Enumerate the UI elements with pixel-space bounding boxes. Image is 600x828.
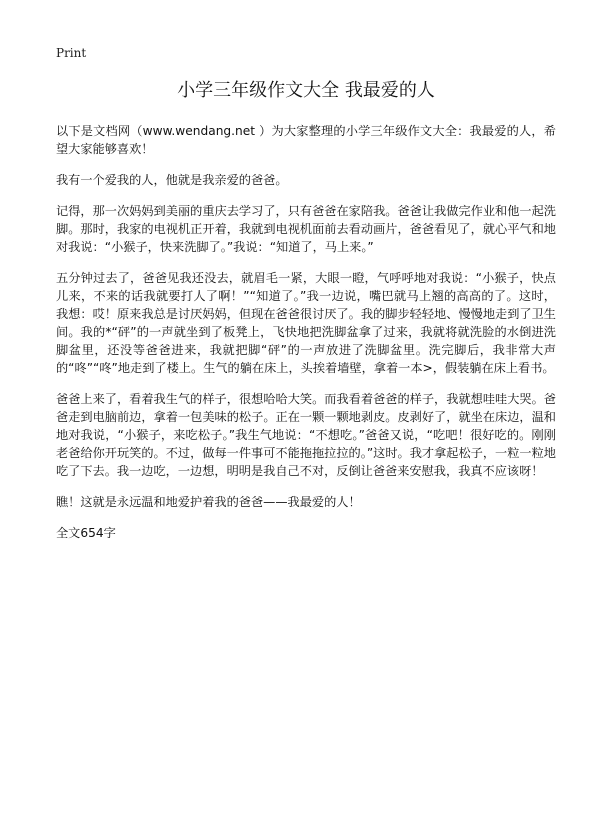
body-paragraph: 我有一个爱我的人，他就是我亲爱的爸爸。 xyxy=(56,173,288,187)
body-paragraph: 爸爸上来了，看着我生气的样子，很想哈哈大笑。而我看着爸爸的样子，我就想哇哇大哭。爸爸走到电脑前边，拿着一包美味的松子。正在一颗一颗地剥皮。皮剥好了，就坐在床边，温和地对我说，“小猴子，来吃松子。”我生气地说：“不想吃。”爸爸又说，“吃吧！很好吃的。刚刚老爸给你开玩笑的。不过，做每一件事可不能拖拖拉拉的。”这时。我才拿起松子，一粒一粒地吃了下去。我一边吃，一边想，明明是我自己不对，反倒让爸爸来安慰我，我真不应该呀！ xyxy=(56,392,556,478)
body-paragraph: 记得，那一次妈妈到美丽的重庆去学习了，只有爸爸在家陪我。爸爸让我做完作业和他一起洗脚。那时，我家的电视机正开着，我就到电视机面前去看动画片，爸爸看见了，就心平气和地对我说：“小猴子，快来洗脚了。”我说：“知道了，马上来。” xyxy=(56,204,556,254)
closing-paragraph: 瞧！这就是永远温和地爱护着我的爸爸——我最爱的人！ xyxy=(56,495,361,509)
document-body xyxy=(56,80,556,542)
print-link[interactable]: Print xyxy=(56,46,87,60)
intro-paragraph: 以下是文档网（www.wendang.net ）为大家整理的小学三年级作文大全：我最爱的人，希望大家能够喜欢！ xyxy=(56,124,556,156)
word-count: 全文654字 xyxy=(56,526,116,540)
document-title: 小学三年级作文大全 我最爱的人 xyxy=(177,80,435,101)
body-paragraph: 五分钟过去了，爸爸见我还没去，就眉毛一紧，大眼一瞪，气呼呼地对我说：“小猴子，快点儿来，不来的话我就要打人了啊！”“知道了。”我一边说，嘴巴就马上翘的高高的了。这时，我想：哎！原来我总是讨厌妈妈，但现在爸爸很讨厌了。我的脚步轻轻地、慢慢地走到了卫生间。我的*“砰”的一声就坐到了板凳上，飞快地把洗脚盆拿了过来，我就将就洗脸的水倒进洗脚盆里，还没等爸爸进来，我就把脚“砰”的一声放进了洗脚盆里。洗完脚后，我非常大声的“咚”“咚”地走到了楼上。生气的躺在床上，头挨着墙壁，拿着一本>，假装躺在床上看书。 xyxy=(56,271,556,375)
